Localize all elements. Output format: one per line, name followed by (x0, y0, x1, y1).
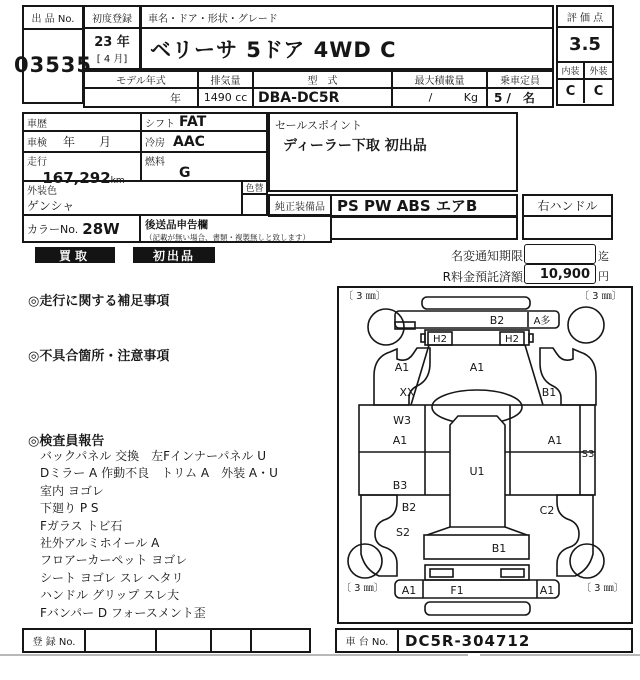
first-reg-box (83, 5, 141, 70)
name-change-label: 名変通知期限 (450, 249, 523, 263)
code-a1-bumper-right: A1 (539, 584, 555, 597)
name-change-unit: 迄 (598, 250, 609, 263)
defect-heading: ◎不具合箇所・注意事項 (28, 349, 170, 364)
reg-no-cell (212, 630, 252, 651)
code-h2-left: H2 (433, 334, 447, 345)
code-a1-door-right: A1 (547, 434, 563, 447)
history-label: 車歴 (27, 118, 47, 130)
first-reg-label: 初度登録 (85, 7, 139, 29)
inspector-item: 室内 ヨゴレ (40, 483, 104, 498)
model-year-value: 年 (170, 91, 181, 105)
front-panel (424, 535, 529, 559)
code-b2-rear: B2 (489, 314, 505, 327)
ac-value: AAC (173, 133, 205, 150)
shift-value: FAT (179, 114, 207, 130)
handle-box (522, 194, 613, 240)
capacity-value: 5 / 名 (494, 91, 535, 105)
max-load-label: 最大積載量 (393, 72, 486, 89)
scan-edge-line (0, 654, 468, 656)
chassis-no-label: 車 台 No. (337, 630, 399, 651)
code-f1: F1 (450, 584, 464, 597)
sales-point-label: セールスポイント (275, 119, 363, 132)
exterior-grade: C (593, 84, 604, 99)
chassis-no-table (335, 628, 633, 653)
inspection-value: 年 月 (63, 135, 112, 149)
reg-no-table (22, 628, 311, 653)
scan-edge-line (480, 654, 640, 656)
car-name-box (140, 5, 554, 70)
score-value: 3.5 (558, 28, 612, 63)
inspector-item: シート ヨゴレ スレ ヘタリ (40, 570, 184, 585)
inspector-item: Fガラス トビ石 (40, 518, 123, 533)
wheel-front-left (368, 309, 404, 345)
later-items-box (139, 214, 332, 243)
fuel-value: G (179, 165, 191, 181)
bumper-slot-right (501, 569, 524, 577)
color-change-label: 色替 (243, 182, 266, 195)
model-year-label: モデル年式 (85, 72, 197, 89)
recycle-label: R料金預託済額 (442, 270, 523, 284)
code-s2: S2 (396, 526, 410, 539)
fender-rear-left (361, 495, 397, 576)
wheel-front-right (568, 307, 604, 343)
inspector-item: ハンドル グリップ スレ大 (40, 588, 180, 603)
car-name-value: ベリーサ 5ドア 4WD C (150, 37, 397, 62)
fender-rear-right (557, 495, 593, 576)
code-b1-quarter-right: B1 (541, 386, 557, 399)
equipment-empty-cell (330, 216, 518, 240)
equipment-row (268, 194, 518, 217)
interior-label: 内装 (558, 63, 585, 78)
score-box (556, 5, 614, 106)
buy-badge: 買取 (35, 247, 115, 263)
fuel-label: 燃料 (145, 157, 165, 168)
sales-point-box (268, 112, 518, 192)
inspector-item: Dミラー A 作動不良 トリム A 外装 A・U (40, 466, 278, 481)
inspector-item: バックパネル 交換 左Fインナーパネル U (40, 449, 266, 463)
tire-depth-front-right: 〔 3 ㎜〕 (579, 291, 622, 302)
mileage-note-heading: ◎走行に関する補足事項 (28, 294, 170, 309)
code-a1-glass: A1 (469, 361, 485, 374)
wheel-rear-right (570, 544, 604, 578)
color-change-cell (241, 182, 266, 214)
ext-color-label: 外装色 (27, 186, 57, 197)
later-items-note: （記載が無い場合、書類・複製無しと致します） (145, 233, 310, 242)
color-no-label: カラーNo. (27, 222, 79, 236)
exterior-label: 外装 (589, 67, 608, 77)
under-cover (425, 602, 530, 615)
code-b2-side: B2 (401, 501, 417, 514)
inspector-item: 下廻り P S (40, 501, 99, 516)
ext-color-value: ゲンシャ (27, 199, 75, 213)
later-items-label: 後送品申告欄 (145, 219, 208, 231)
recycle-value-box: 10,900 (524, 264, 596, 284)
name-change-input-box (524, 244, 596, 264)
reg-no-cell (252, 630, 309, 651)
code-a1-bumper-left: A1 (401, 584, 417, 597)
lot-no-box (13, 5, 93, 104)
lot-no-value: 03535 (13, 53, 93, 77)
deck-slant-left (427, 527, 450, 535)
inspector-item: 社外アルミホイール A (40, 535, 160, 550)
damage-diagram-box (337, 286, 633, 624)
bumper-slot-left (430, 569, 453, 577)
code-a1-door-left: A1 (392, 434, 408, 447)
code-b1-front: B1 (491, 542, 507, 555)
inspector-heading: ◎検査員報告 (28, 434, 105, 449)
tire-depth-front-left: 〔 3 ㎜〕 (343, 291, 386, 302)
rear-glass (422, 297, 530, 309)
capacity-label: 乗車定員 (488, 72, 552, 89)
score-label: 評 価 点 (558, 7, 612, 28)
tire-depth-rear-left: 〔 3 ㎜〕 (341, 583, 384, 594)
handle-value: 右ハンドル (524, 196, 611, 217)
code-a-multi: A多 (533, 316, 551, 327)
shift-label: シフト (145, 118, 175, 130)
reg-no-cell (86, 630, 157, 651)
inspector-report-list (40, 447, 335, 621)
code-s3: S3 (581, 449, 595, 460)
displacement-value: 1490 cc (203, 91, 248, 104)
model-code-value: DBA-DC5R (258, 89, 340, 106)
first-reg-year: 23 年 (94, 35, 130, 50)
details-table (22, 112, 268, 216)
first-listing-badge: 初出品 (133, 247, 215, 263)
code-b3: B3 (392, 479, 408, 492)
interior-grade: C (558, 80, 585, 103)
code-h2-right: H2 (505, 334, 519, 345)
inspection-label: 車検 (27, 138, 47, 149)
displacement-label: 排気量 (199, 72, 252, 89)
hatch-clip-left (421, 334, 425, 342)
lot-no-label: 出 品 No. (24, 7, 82, 30)
first-reg-month: [ 4 月] (96, 54, 128, 65)
mileage-unit: km (110, 176, 125, 186)
mileage-value: 167,292 (42, 169, 111, 187)
equipment-value: PS PW ABS エアB (337, 197, 478, 215)
recycle-unit: 円 (598, 270, 609, 283)
car-name-label: 車名・ドア・形状・グレード (142, 7, 552, 29)
sales-point-value: ディーラー下取 初出品 (283, 138, 427, 154)
chassis-no-value: DC5R-304712 (405, 631, 531, 650)
max-load-value: / Kg (428, 91, 478, 104)
spec-row (83, 70, 554, 108)
equipment-label: 純正装備品 (270, 196, 332, 215)
code-xx: XX (399, 386, 415, 399)
damage-diagram (339, 288, 631, 622)
inspector-item: Fバンパー D フォースメント歪 (40, 605, 206, 620)
model-code-label: 型 式 (254, 72, 391, 89)
reg-no-label: 登 録 No. (24, 630, 86, 651)
ac-label: 冷房 (145, 138, 165, 149)
wheel-rear-left (348, 544, 382, 578)
code-a1-quarter-left: A1 (394, 361, 410, 374)
deck-slant-right (505, 527, 527, 535)
code-u1: U1 (469, 465, 485, 478)
mileage-label: 走行 (27, 157, 47, 168)
code-c2: C2 (539, 504, 555, 517)
tire-depth-rear-right: 〔 3 ㎜〕 (581, 583, 624, 594)
front-bumper-bar (395, 580, 559, 598)
code-w3: W3 (393, 414, 411, 427)
inspector-item: フロアーカーペット ヨゴレ (40, 553, 188, 568)
hatch-clip-right (529, 334, 533, 342)
reg-no-cell (157, 630, 212, 651)
color-no-value: 28W (82, 219, 120, 238)
color-no-box (22, 214, 141, 243)
